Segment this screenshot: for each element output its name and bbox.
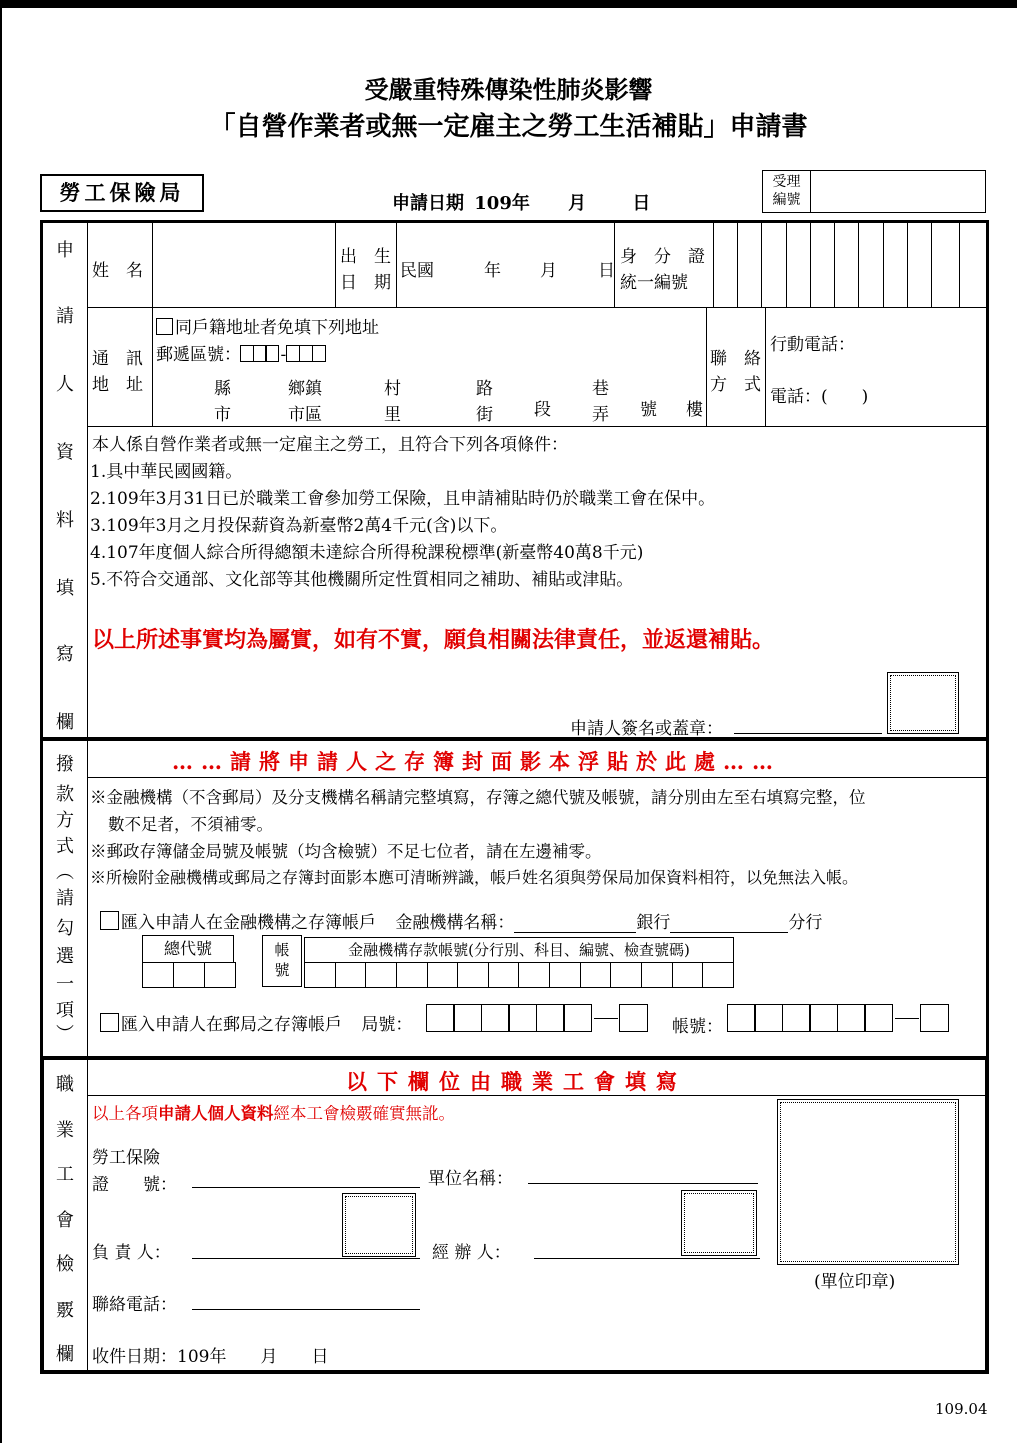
application-date-year: 109年 (474, 193, 530, 214)
signature-line[interactable] (734, 733, 882, 734)
declaration: 以上所述事實均為屬實，如有不實，願負相關法律責任，並返還補貼。 (92, 627, 775, 653)
paste-notice: ……請將申請人之存簿封面影本浮貼於此處…… (172, 749, 781, 774)
unit-name-label: 單位名稱： (428, 1169, 513, 1189)
name-label: 姓 名 (92, 261, 143, 281)
birth-era: 民國 (400, 261, 434, 281)
form-title-line2: 「自營作業者或無一定雇主之勞工生活補貼」申請書 (209, 112, 808, 142)
responsible-seal-box[interactable] (345, 1196, 413, 1254)
postal-code[interactable]: 郵遞區號： - (156, 340, 326, 365)
application-date-day: 日 (632, 193, 651, 214)
union-phone-label: 聯絡電話： (92, 1295, 177, 1315)
condition-1: 1.具中華民國國籍。 (90, 462, 243, 482)
form-version: 109.04 (935, 1400, 988, 1418)
post-checkbox[interactable] (100, 1013, 119, 1032)
responsible-field[interactable] (192, 1258, 420, 1259)
payment-note-2: ※郵政存簿儲金局號及帳號（均含檢號）不足七位者，請在左邊補零。 (90, 842, 602, 861)
contact-label-2: 方 式 (710, 375, 761, 395)
handler-field[interactable] (534, 1258, 760, 1259)
left-border (0, 0, 2, 1443)
branch-name-field[interactable] (670, 914, 788, 933)
condition-4: 4.107年度個人綜合所得總額未達綜合所得稅課稅標準(新臺幣40萬8千元) (90, 543, 644, 563)
insurance-label-1: 勞工保險 (92, 1148, 160, 1168)
application-date (392, 189, 650, 215)
handler-label: 經 辦 人： (432, 1243, 511, 1263)
form-title-line1: 受嚴重特殊傳染性肺炎影響 (364, 75, 653, 104)
condition-5: 5.不符合交通部、文化部等其他機關所定性質相同之補助、補貼或津貼。 (90, 570, 634, 590)
applicant-seal-box[interactable] (890, 675, 956, 731)
post-option[interactable]: 匯入申請人在郵局之存簿帳戶 局號： (100, 1010, 412, 1035)
unit-name-field[interactable] (528, 1183, 758, 1184)
phone-label: 電話：( ) (770, 387, 869, 407)
birth-month: 月 (540, 261, 557, 281)
mobile-label: 行動電話： (770, 335, 855, 355)
receive-date: 收件日期：109年 月 日 (92, 1347, 329, 1367)
name-input[interactable] (154, 224, 334, 306)
unit-seal-caption: (單位印章) (814, 1272, 896, 1292)
id-label-1: 身 分 證 (620, 247, 705, 267)
id-label-2: 統一編號 (620, 273, 688, 293)
application-date-label: 申請日期 (392, 193, 464, 214)
birth-label-2: 日 期 (340, 273, 391, 293)
birth-year: 年 (484, 261, 501, 281)
union-verify-statement: 以上各項申請人個人資料經本工會檢覈確實無訛。 (92, 1104, 455, 1123)
union-header: 以下欄位由職業工會填寫 (346, 1069, 687, 1094)
post-account-number-field[interactable] (728, 1004, 949, 1032)
post-office-number-field[interactable] (427, 1004, 648, 1032)
post-account-label: 帳號： (672, 1017, 723, 1037)
conditions-intro: 本人係自營作業者或無一定雇主之勞工，且符合下列各項條件： (92, 435, 568, 455)
condition-3: 3.109年3月之月投保薪資為新臺幣2萬4千元(含)以下。 (90, 516, 508, 536)
total-code-box[interactable]: 總代號 (142, 935, 236, 988)
bureau-label: 勞工保險局 (40, 174, 204, 212)
bank-name-field[interactable] (514, 914, 636, 933)
payment-note-1b: 數不足者，不須補零。 (108, 815, 273, 834)
bank-checkbox[interactable] (100, 911, 119, 930)
payment-note-3: ※所檢附金融機構或郵局之存簿封面影本應可清晰辨識，帳戶姓名須與勞保局加保資料相符，以免無法入帳。 (90, 868, 859, 887)
top-border (0, 0, 1017, 8)
condition-2: 2.109年3月31日已於職業工會參加勞工保險，且申請補貼時仍於職業工會在保中。 (90, 489, 716, 509)
union-phone-field[interactable] (192, 1309, 420, 1310)
payment-note-1: ※金融機構（不含郵局）及分支機構名稱請完整填寫，存簿之總代號及帳號，請分別由左至右填寫完整，位 (90, 788, 866, 807)
insurance-label-2: 證 號： (92, 1175, 177, 1195)
receipt-number-box[interactable] (762, 170, 986, 213)
contact-label-1: 聯 絡 (710, 349, 761, 369)
address-label-1: 通 訊 (92, 349, 143, 369)
address-label-2: 地 址 (92, 375, 143, 395)
receipt-number-label: 受理 編號 (763, 171, 811, 212)
birth-label-1: 出 生 (340, 247, 391, 267)
signature-label: 申請人簽名或蓋章： (570, 719, 723, 739)
handler-seal-box[interactable] (684, 1193, 754, 1253)
unit-seal-box[interactable] (780, 1102, 956, 1262)
birth-day: 日 (598, 261, 615, 281)
bank-option[interactable]: 匯入申請人在金融機構之存簿帳戶 金融機構名稱： 銀行 分行 (100, 908, 822, 933)
checkbox-icon[interactable] (156, 318, 173, 335)
responsible-label: 負 責 人： (92, 1243, 171, 1263)
application-date-month: 月 (568, 193, 587, 214)
insurance-number-field[interactable] (192, 1187, 420, 1188)
same-address-checkbox[interactable]: 同戶籍地址者免填下列地址 (156, 313, 379, 338)
